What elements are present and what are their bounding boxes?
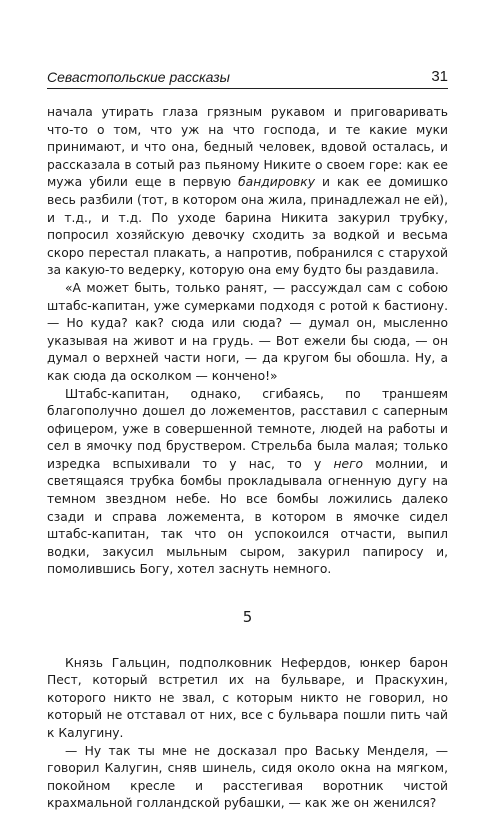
paragraph-1-italic: бандировку	[238, 175, 316, 190]
paragraph-3-italic: него	[333, 456, 364, 471]
text-block	[47, 104, 448, 813]
paragraph-4: Князь Гальцин, подполковник Нефердов, юнкер барон Пест, который встретил их на бульваре, и Праскухин, которого никто не звал, с которым никто не говорил, но который не отставал от них, все с бульвара пошли пить чай к Калугину.	[47, 655, 448, 740]
paragraph-2: «А может быть, только ранят, — рассуждал сам с собою штабс-капитан, уже сумерками подходя с ротой к бастиону. — Но куда? как? сюда или сюда? — думал он, мысленно указывая на живот и на грудь. — Вот ежели бы сюда, — он думал о верхней части ноги, — да кругом бы обошла. Ну, а как сюда да осколком — кончено!»	[47, 280, 448, 383]
page-number: 31	[431, 68, 448, 85]
paragraph-1	[47, 104, 448, 280]
paragraph-5: — Ну так ты мне не досказал про Ваську Менделя, — говорил Калугин, сняв шинель, сидя около окна на мягком, покойном кресле и расстегивая воротник чистой крахмальной голландской рубашки, — как же он женился?	[47, 743, 448, 811]
chapter-number: 5	[242, 608, 253, 627]
paragraph-3-text-a: Штабс-капитан, однако, сгибаясь, по траншеям благополучно дошел до ложементов, расставил с саперным офицером, уже в совершенной темноте, людей на работы и сел в ямочку под бруствером. Стрельба была малая; только изредка вспыхивали то у нас, то у	[47, 386, 448, 471]
paragraph-1-text-a: начала утирать глаза грязным рукавом и приговаривать что-то о том, что уж на что господа, и те какие муки принимают, и что она, бедный человек, вдовой осталась, и рассказала в сотый раз пьяному Никите о своем горе: как ее мужа убили еще в первую	[47, 105, 448, 190]
paragraph-1-text-b: и как ее домишко весь разбили (тот, в котором она жила, принадлежал не ей), и т.д., и т.д. По уходе барина Никита закурил трубку, попросил хозяйскую девочку сходить за водкой и весьма скоро перестал плакать, а напротив, побранился с старухой за какую-то ведерку, которую она ему будто бы раздавила.	[47, 175, 448, 278]
paragraph-3-text-b: молнии, и светящаяся трубка бомбы прокладывала огненную дугу на темном звездном небе. Но все бомбы ложились далеко сзади и справа ложемента, в котором в ямочке сидел штабс-капитан, так что он успокоился отчасти, выпил водки, закусил мыльным сыром, закурил папиросу и, помолившись Богу, хотел заснуть немного.	[47, 456, 449, 577]
running-header	[47, 66, 448, 89]
paragraph-3	[47, 386, 448, 580]
running-title: Севастопольские рассказы	[47, 69, 230, 85]
